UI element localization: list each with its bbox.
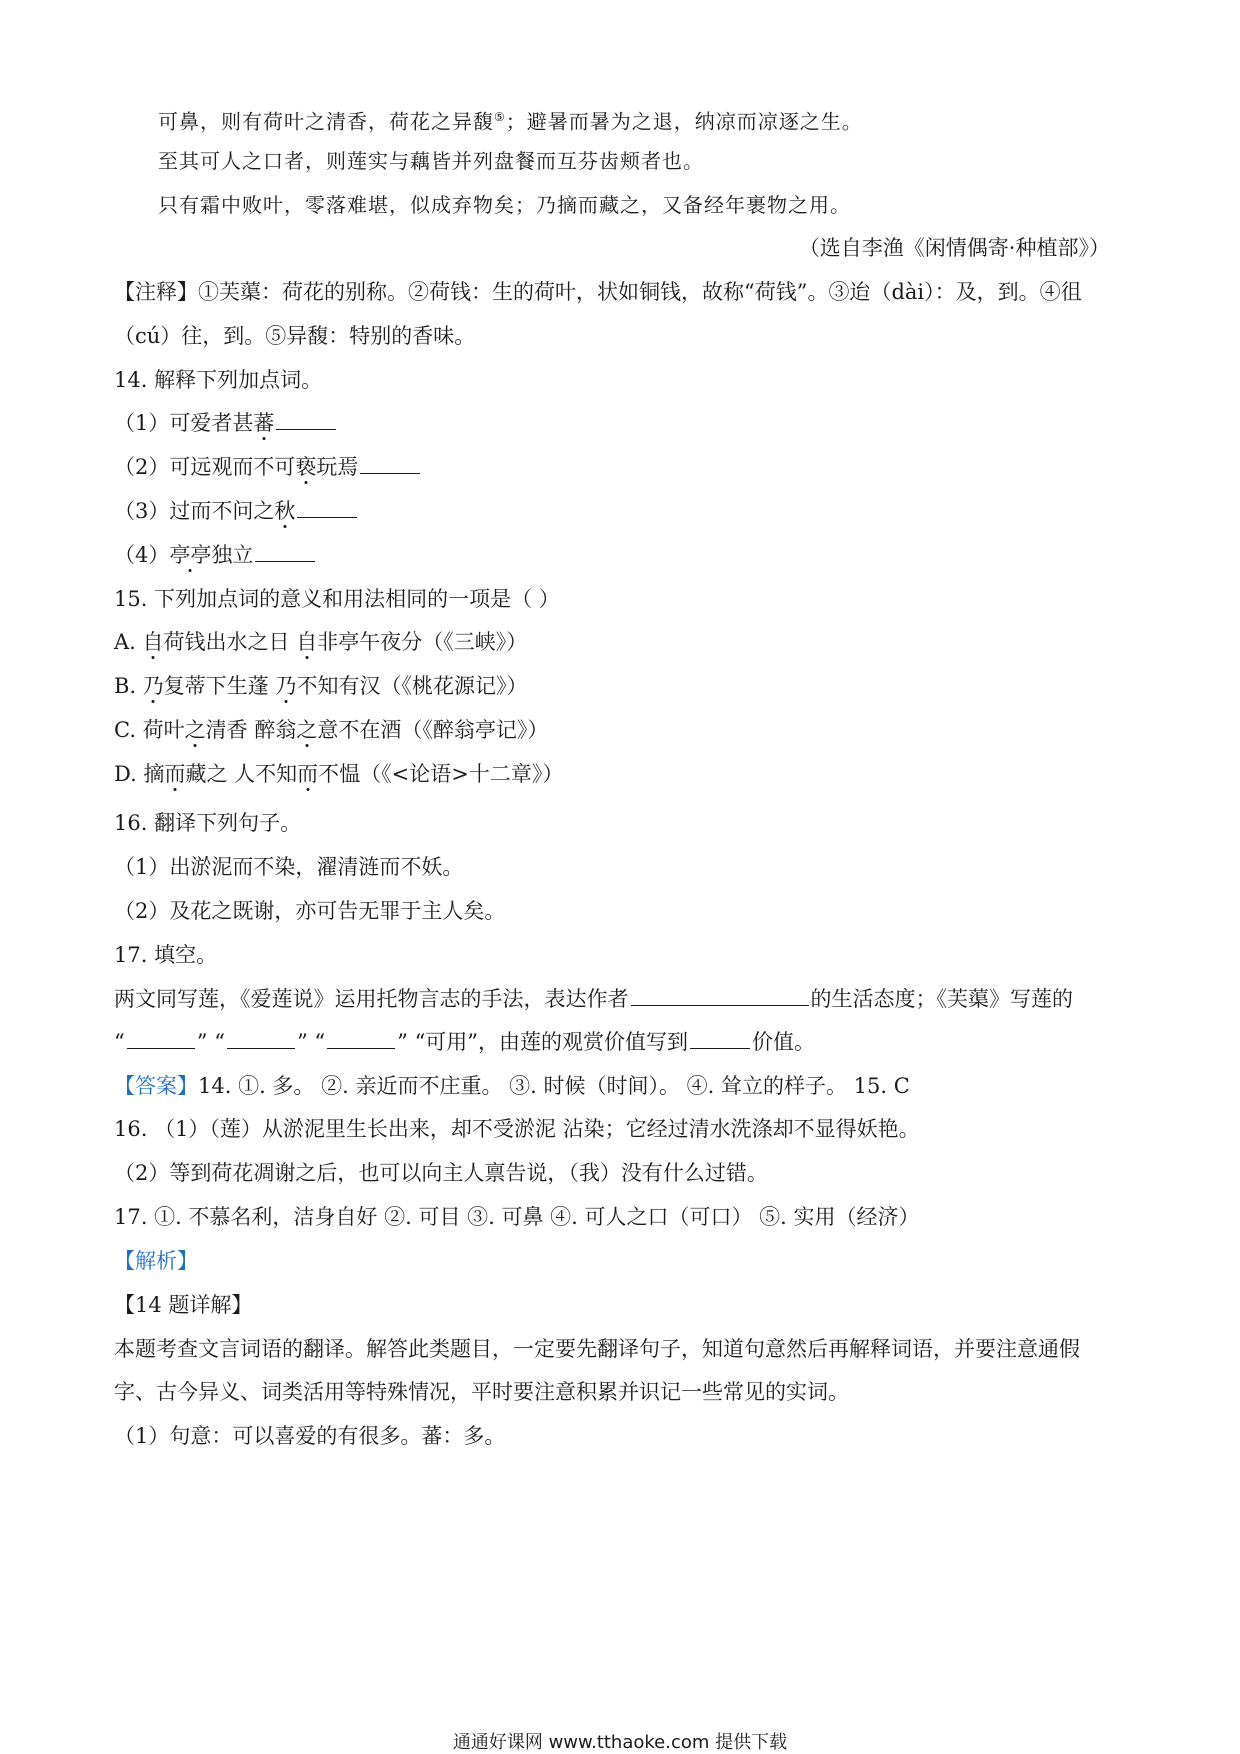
option-text: 藏之 人不知 [185, 762, 298, 786]
q17-text: ” [296, 1030, 308, 1054]
option-text: 不愠（《<论语>十二章》） [318, 762, 564, 786]
q17-text: ” [196, 1030, 208, 1054]
answer-blank[interactable] [255, 543, 315, 562]
option-text: 荷钱出水之日 [163, 630, 297, 654]
q17-text: 价值。 [752, 1030, 816, 1054]
analysis-paragraph-1: 本题考查文言词语的翻译。解答此类题目，一定要先翻译句子，知道句意然后再解释词语，并要注意通假 [114, 1337, 1080, 1361]
q15-option-c[interactable] [114, 715, 548, 745]
q17-text: ” [397, 1030, 408, 1054]
q16-stem: 16. 翻译下列句子。 [114, 811, 302, 835]
answer-blank[interactable] [276, 411, 336, 430]
option-text: B. [114, 674, 143, 698]
item-text: （2）可远观而不可 [114, 455, 296, 479]
option-text: D. 摘 [114, 762, 165, 786]
q17-text: “ [214, 1030, 225, 1054]
passage-text: 可鼻，则有荷叶之清香，荷花之异馥 [158, 109, 494, 134]
item-text: （3）过而不问之 [114, 499, 275, 523]
q14-stem: 14. 解释下列加点词。 [114, 368, 323, 392]
dotted-word: 乃 [275, 674, 297, 698]
notes-line-2: （cú）往，到。⑤异馥：特别的香味。 [114, 324, 476, 348]
option-text: 清香 醉翁 [205, 718, 297, 742]
option-text: A. [114, 630, 143, 654]
q14-item-4 [114, 540, 317, 570]
passage-source: （选自李渔《闲情偶寄·种植部》） [798, 236, 1110, 260]
answer-blank[interactable] [360, 455, 420, 474]
q15-stem: 15. 下列加点词的意义和用法相同的一项是（ ） [114, 587, 560, 611]
option-text: 非亭午夜分（《三峡》） [317, 630, 528, 654]
option-text: 不知有汉（《桃花源记》） [296, 674, 528, 698]
q17-line-2 [114, 1027, 815, 1057]
q15-option-b[interactable] [114, 671, 527, 701]
q14-item-3 [114, 496, 359, 526]
answer-text: 14. ①. 多。 ②. 亲近而不庄重。 ③. 时候（时间）。 ④. 耸立的样子。 15. C [198, 1074, 910, 1098]
dotted-word: 之 [296, 718, 318, 742]
footnote-marker: ⑤ [494, 110, 506, 124]
notes-text: ①芙蕖：荷花的别称。②荷钱：生的荷叶，状如铜钱，故称“荷钱”。③迨（dài）：及，到。④徂 [198, 280, 1082, 304]
answer-label: 【答案】 [114, 1074, 198, 1098]
q17-text: “ [114, 1030, 125, 1054]
passage-text: ；避暑而暑为之退，纳凉而凉逐之生。 [505, 109, 863, 134]
option-text: 复蒂下生蓬 [163, 674, 276, 698]
option-text: 意不在酒（《醉翁亭记》） [317, 718, 549, 742]
answer-line-3: （2）等到荷花凋谢之后，也可以向主人禀告说，（我）没有什么过错。 [114, 1161, 768, 1185]
q17-text: “可用” [414, 1030, 479, 1054]
notes-line-1 [114, 277, 1082, 307]
dotted-word: 自 [142, 630, 164, 654]
q16-item-2: （2）及花之既谢，亦可告无罪于主人矣。 [114, 899, 506, 923]
dotted-word: 蕃 [253, 411, 275, 435]
analysis-title: 【14 题详解】 [114, 1293, 253, 1317]
q17-line-1 [114, 984, 1073, 1014]
q14-item-1 [114, 408, 338, 438]
q17-text: “ [314, 1030, 326, 1054]
passage-line-2: 至其可人之口者，则莲实与藕皆并列盘餐而互芬齿颊者也。 [158, 149, 704, 173]
dotted-word: 乃 [142, 674, 164, 698]
dotted-word: 自 [296, 630, 318, 654]
q15-option-d[interactable] [114, 759, 563, 789]
answer-blank[interactable] [631, 987, 809, 1006]
q15-option-a[interactable] [114, 627, 527, 657]
q17-text: 的生活态度；《芙蕖》写莲的 [810, 987, 1073, 1011]
dotted-word: 之 [184, 718, 206, 742]
q16-item-1: （1）出淤泥而不染，濯清涟而不妖。 [114, 855, 464, 879]
analysis-label: 【解析】 [114, 1249, 198, 1273]
q14-item-2 [114, 452, 422, 482]
dotted-word: 秋 [274, 499, 296, 523]
answer-blank[interactable] [327, 1030, 395, 1049]
page-footer: 通通好课网 www.tthaoke.com 提供下载 [452, 1732, 788, 1753]
dotted-word: 而 [297, 762, 319, 786]
answer-blank[interactable] [227, 1030, 295, 1049]
answer-blank[interactable] [127, 1030, 195, 1049]
option-text: C. 荷叶 [114, 718, 185, 742]
analysis-paragraph-3: （1）句意：可以喜爱的有很多。蕃：多。 [114, 1424, 506, 1448]
item-text: （1）可爱者甚 [114, 411, 254, 435]
dotted-word: 亵 [295, 455, 317, 479]
item-text: （4） [114, 543, 170, 567]
answer-line-2: 16. （1）（莲）从淤泥里生长出来，却不受淤泥 沾染；它经过清水洗涤却不显得妖艳。 [114, 1117, 920, 1141]
passage-line-3: 只有霜中败叶，零落难堪，似成弃物矣；乃摘而藏之，又备经年裹物之用。 [158, 193, 851, 217]
analysis-paragraph-2: 字、古今异义、词类活用等特殊情况，平时要注意积累并识记一些常见的实词。 [114, 1380, 849, 1404]
answer-line-1 [114, 1071, 910, 1101]
notes-label: 【注释】 [114, 280, 198, 304]
answer-line-4: 17. ①. 不慕名利，洁身自好 ②. 可目 ③. 可鼻 ④. 可人之口（可口） ⑤. 实用（经济） [114, 1205, 920, 1229]
q17-text: ，由莲的观赏价值写到 [478, 1030, 689, 1054]
answer-blank[interactable] [690, 1030, 750, 1049]
dotted-word: 亭亭 [169, 543, 212, 567]
item-text: 玩焉 [316, 455, 359, 479]
answer-blank[interactable] [297, 499, 357, 518]
item-text: 独立 [211, 543, 254, 567]
q17-stem: 17. 填空。 [114, 943, 218, 967]
q17-text: 两文同写莲，《爱莲说》运用托物言志的手法，表达作者 [114, 987, 629, 1011]
passage-line-1 [158, 102, 863, 137]
dotted-word: 而 [164, 762, 186, 786]
